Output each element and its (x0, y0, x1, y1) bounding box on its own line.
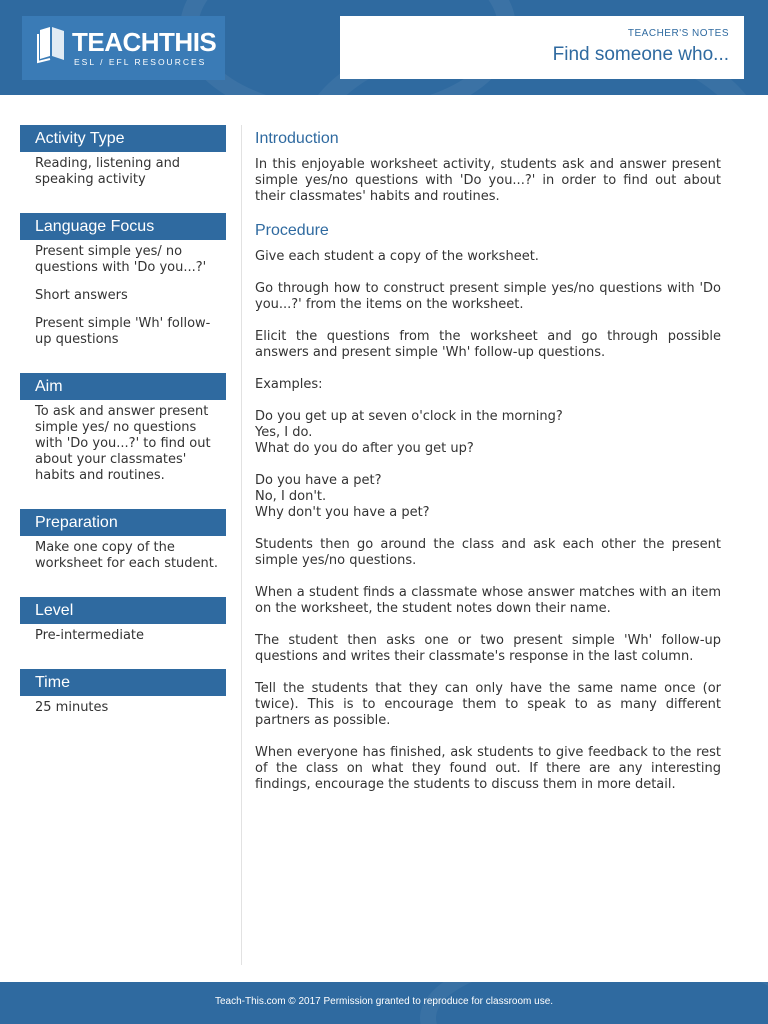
procedure-step: The student then asks one or two present simple 'Wh' follow-up questions and writes their classmate's response in the last column. (255, 633, 721, 664)
example-line: No, I don't. (255, 489, 327, 504)
title-box (340, 16, 744, 79)
teachers-notes-label: TEACHER'S NOTES (627, 28, 729, 39)
sidebar-heading: Aim (20, 373, 226, 400)
procedure-step: When a student finds a classmate whose answer matches with an item on the worksheet, the student notes down their name. (255, 585, 721, 616)
open-book-icon (36, 26, 68, 68)
example-line: Do you get up at seven o'clock in the morning? (255, 409, 563, 424)
sidebar-section-activity-type (20, 125, 226, 188)
logo-title: TEACHTHIS (72, 27, 217, 57)
example-line: Why don't you have a pet? (255, 505, 430, 520)
copyright-text: Teach-This.com © 2017 Permission granted to reproduce for classroom use. (214, 996, 554, 1007)
sidebar-heading: Language Focus (20, 213, 226, 240)
logo[interactable] (22, 16, 225, 80)
example-line: Do you have a pet? (255, 473, 382, 488)
sidebar-section-aim (20, 373, 226, 484)
sidebar-body (20, 696, 226, 716)
sidebar-text: Short answers (35, 288, 128, 303)
sidebar-body (20, 624, 226, 644)
sidebar-text: To ask and answer present simple yes/ no questions with 'Do you...?' to find out about your classmates' habits and routines. (35, 404, 211, 483)
sidebar-heading: Preparation (20, 509, 226, 536)
sidebar-section-level (20, 597, 226, 644)
example-block (255, 409, 721, 457)
sidebar-body (20, 240, 226, 348)
sidebar-text: 25 minutes (35, 700, 109, 715)
procedure-heading: Procedure (255, 222, 329, 239)
procedure-step: Go through how to construct present simple yes/no questions with 'Do you...?' from the items on the worksheet. (255, 281, 721, 312)
sidebar-text: Reading, listening and speaking activity (35, 156, 181, 187)
logo-subtitle: ESL / EFL RESOURCES (74, 57, 207, 67)
page-footer (0, 982, 768, 1024)
example-line: Yes, I do. (255, 425, 313, 440)
sidebar-section-preparation (20, 509, 226, 572)
sidebar-heading: Time (20, 669, 226, 696)
sidebar-heading: Level (20, 597, 226, 624)
page-header (0, 0, 768, 95)
sidebar-body (20, 400, 226, 484)
introduction-heading: Introduction (255, 130, 339, 147)
example-block (255, 473, 721, 521)
sidebar-section-time (20, 669, 226, 716)
column-divider (241, 125, 242, 965)
sidebar-text: Present simple 'Wh' follow-up questions (35, 316, 211, 347)
procedure-step: Tell the students that they can only have the same name once (or twice). This is to encourage them to speak to as many different partners as possible. (255, 681, 721, 728)
procedure-step: Give each student a copy of the worksheet. (255, 249, 539, 264)
sidebar-text: Pre-intermediate (35, 628, 145, 643)
sidebar-text: Present simple yes/ no questions with 'Do you...?' (35, 244, 207, 275)
sidebar-section-language-focus (20, 213, 226, 348)
sidebar-text: Make one copy of the worksheet for each student. (35, 540, 219, 571)
examples-label: Examples: (255, 377, 323, 392)
procedure-step: Students then go around the class and ask each other the present simple yes/no questions. (255, 537, 721, 568)
main-content (255, 129, 721, 809)
example-line: What do you do after you get up? (255, 441, 474, 456)
introduction-text: In this enjoyable worksheet activity, students ask and answer present simple yes/no questions with 'Do you...?' in order to find out about their classmates' habits and routines. (255, 157, 721, 204)
sidebar-heading: Activity Type (20, 125, 226, 152)
sidebar-body (20, 152, 226, 188)
info-sidebar (20, 125, 226, 741)
procedure-step: When everyone has finished, ask students to give feedback to the rest of the class on what they found out. If there are any interesting findings, encourage the students to discuss them in more detail. (255, 745, 721, 792)
procedure-step: Elicit the questions from the worksheet and go through possible answers and present simple 'Wh' follow-up questions. (255, 329, 721, 360)
sidebar-body (20, 536, 226, 572)
page-title: Find someone who... (552, 44, 729, 65)
